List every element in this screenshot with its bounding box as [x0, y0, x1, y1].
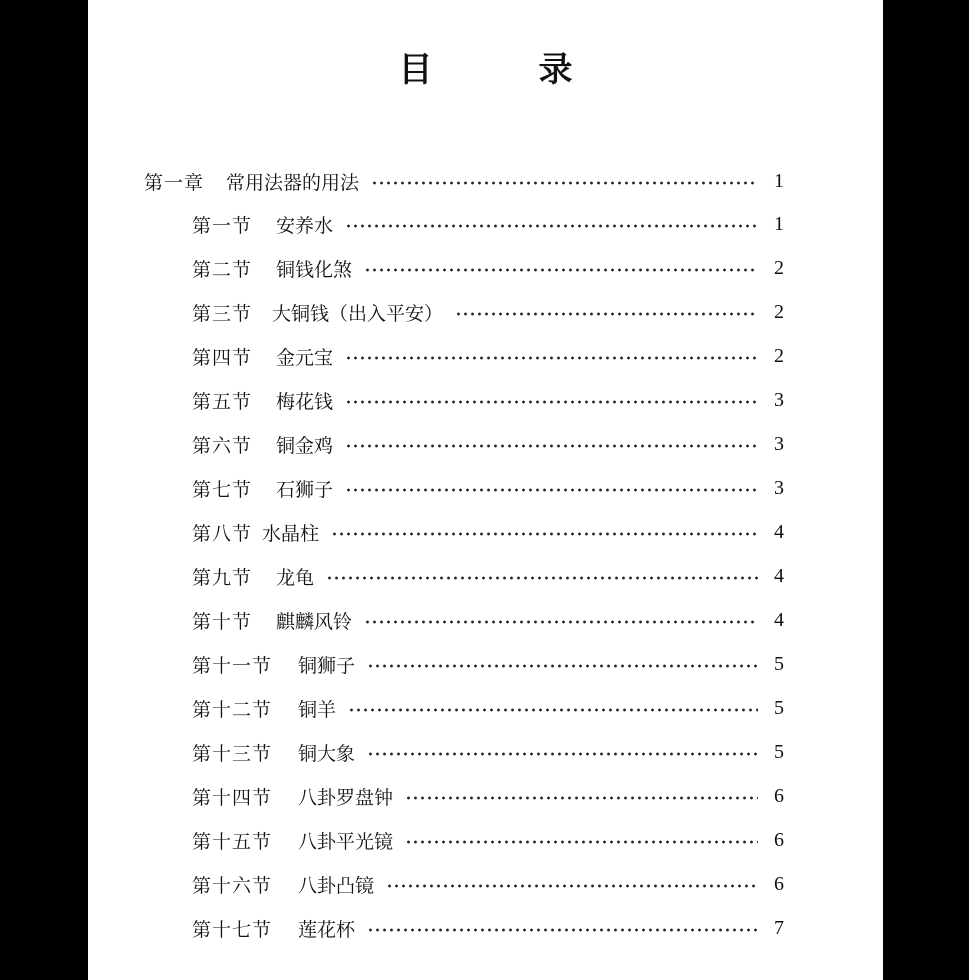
toc-page-number: 6: [774, 828, 784, 851]
dot-leader: [367, 928, 758, 932]
toc-section-row[interactable]: [144, 422, 784, 466]
toc-entry-title: 金元宝: [276, 346, 334, 369]
toc-number: 第三节: [192, 302, 253, 325]
toc-page-number: 1: [774, 212, 784, 235]
toc-entry-title: 铜羊: [298, 698, 337, 721]
dot-leader: [348, 708, 758, 712]
toc-number: 第七节: [192, 478, 253, 501]
toc-page-number: 5: [774, 696, 784, 719]
toc-number: 第十三节: [192, 742, 273, 765]
toc-section-row[interactable]: [144, 642, 784, 686]
toc-section-row[interactable]: [144, 686, 784, 730]
toc-page-number: 2: [774, 300, 784, 323]
toc-section-row[interactable]: [144, 378, 784, 422]
toc-section-row[interactable]: [144, 906, 784, 950]
toc-entry-title: 八卦凸镜: [298, 874, 375, 897]
toc-number: 第十六节: [192, 874, 273, 897]
toc-entry-title: 铜狮子: [298, 654, 356, 677]
toc-number: 第八节: [192, 522, 253, 545]
toc-section-row[interactable]: [144, 818, 784, 862]
toc-number: 第九节: [192, 566, 253, 589]
dot-leader: [386, 884, 758, 888]
toc-page-number: 7: [774, 916, 784, 939]
table-of-contents: [144, 160, 784, 950]
toc-number: 第一章: [144, 171, 205, 194]
toc-number: 第二节: [192, 258, 253, 281]
toc-page-number: 3: [774, 432, 784, 455]
dot-leader: [371, 181, 758, 185]
toc-page-number: 5: [774, 652, 784, 675]
toc-number: 第六节: [192, 434, 253, 457]
dot-leader: [345, 224, 758, 228]
toc-page-number: 3: [774, 476, 784, 499]
toc-section-row[interactable]: [144, 730, 784, 774]
toc-entry-title: 铜金鸡: [276, 434, 334, 457]
toc-section-row[interactable]: [144, 202, 784, 246]
toc-number: 第一节: [192, 214, 253, 237]
toc-section-row[interactable]: [144, 246, 784, 290]
toc-number: 第十二节: [192, 698, 273, 721]
toc-number: 第五节: [192, 390, 253, 413]
document-page: [88, 0, 883, 980]
toc-section-row[interactable]: [144, 554, 784, 598]
toc-entry-title: 铜钱化煞: [276, 258, 353, 281]
toc-number: 第十节: [192, 610, 253, 633]
toc-entry-title: 八卦罗盘钟: [298, 786, 394, 809]
toc-page-number: 6: [774, 784, 784, 807]
toc-number: 第十七节: [192, 918, 273, 941]
toc-page-number: 6: [774, 872, 784, 895]
toc-entry-title: 八卦平光镜: [298, 830, 394, 853]
toc-entry-title: 石狮子: [276, 478, 334, 501]
dot-leader: [405, 796, 758, 800]
toc-section-row[interactable]: [144, 862, 784, 906]
toc-entry-title: 水晶柱: [262, 522, 320, 545]
dot-leader: [326, 576, 758, 580]
toc-page-number: 4: [774, 564, 784, 587]
dot-leader: [367, 664, 758, 668]
dot-leader: [345, 400, 758, 404]
toc-number: 第十五节: [192, 830, 273, 853]
page-title: 目 录: [398, 50, 609, 90]
toc-number: 第十一节: [192, 654, 273, 677]
toc-entry-title: 铜大象: [298, 742, 356, 765]
toc-page-number: 2: [774, 256, 784, 279]
toc-section-row[interactable]: [144, 774, 784, 818]
toc-entry-title: 龙龟: [276, 566, 315, 589]
toc-page-number: 2: [774, 344, 784, 367]
dot-leader: [455, 312, 758, 316]
toc-chapter-row[interactable]: [144, 160, 784, 202]
dot-leader: [364, 620, 758, 624]
toc-entry-title: 梅花钱: [276, 390, 334, 413]
toc-section-row[interactable]: [144, 510, 784, 554]
dot-leader: [345, 488, 758, 492]
toc-number: 第四节: [192, 346, 253, 369]
dot-leader: [331, 532, 758, 536]
dot-leader: [405, 840, 758, 844]
toc-section-row[interactable]: [144, 466, 784, 510]
toc-page-number: 4: [774, 520, 784, 543]
toc-entry-title: 安养水: [276, 214, 334, 237]
dot-leader: [367, 752, 758, 756]
toc-number: 第十四节: [192, 786, 273, 809]
toc-section-row[interactable]: [144, 598, 784, 642]
toc-page-number: 3: [774, 388, 784, 411]
toc-entry-title: 麒麟风铃: [276, 610, 353, 633]
toc-page-number: 4: [774, 608, 784, 631]
toc-entry-title: 常用法器的用法: [226, 171, 360, 194]
toc-page-number: 1: [774, 169, 784, 192]
dot-leader: [364, 268, 758, 272]
toc-section-row[interactable]: [144, 334, 784, 378]
toc-entry-title: 大铜钱（出入平安）: [272, 302, 444, 325]
dot-leader: [345, 356, 758, 360]
toc-entry-title: 莲花杯: [298, 918, 356, 941]
toc-page-number: 5: [774, 740, 784, 763]
dot-leader: [345, 444, 758, 448]
toc-section-row[interactable]: [144, 290, 784, 334]
